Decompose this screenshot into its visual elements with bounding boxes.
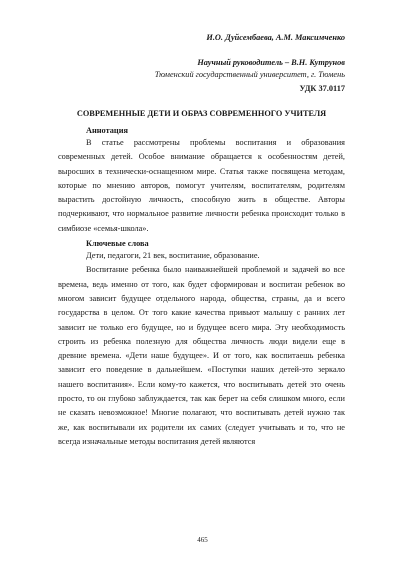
abstract-heading: Аннотация	[86, 126, 128, 135]
university: Тюменский государственный университет, г. Тюмень	[154, 70, 345, 79]
abstract-text: В статье рассмотрены проблемы воспитания и образования современных детей. Особое внимание обращается к особенностям детей, выросших в технически-оснащенном мире. Статья также посвящена методам, которые по мнению авторов, помогут учителям, воспитателям, родителям вырастить достойную личность, способную жить в обществе. Авторы подчеркивают, что нормальное развитие личности ребенка происходит только в симбиозе «семья-школа».	[58, 138, 345, 233]
keywords-text: Дети, педагоги, 21 век, воспитание, образование.	[86, 251, 260, 261]
article-title: СОВРЕМЕННЫЕ ДЕТИ И ОБРАЗ СОВРЕМЕННОГО УЧИТЕЛЯ	[76, 109, 327, 118]
article-page	[58, 32, 345, 449]
page-number: 465	[197, 536, 208, 544]
udk-code: УДК 37.0117	[299, 84, 345, 93]
body-paragraph: Воспитание ребенка было наиважнейшей проблемой и задачей во все времена, ведь именно от того, как будет сформирован и воспитан ребенок во многом зависит будущее отдельного народа, общества, страны, да и всего государства в целом. От того какие качества привьют малышу с ранних лет зависит не только его будущее, но и будущее всего мира. Эту необходимость строить из ребенка полезную для общества личность люди видели еще в древние времена. «Дети наше будущее». И от того, как воспитаешь ребенка зависит его поведение в дальнейшем. «Поступки наших детей-это зеркало нашего воспитания». Если кому-то кажется, что воспитывать детей это очень просто, то он глубоко заблуждается, так как берет на себя слишком много, если не сказать невозможное! Многие полагают, что воспитывать детей нужно так же, как воспитывали их родители их самих (следует учитывать и то, что не всегда изначальные методы воспитания детей являются	[58, 265, 345, 446]
keywords-heading: Ключевые слова	[86, 239, 149, 249]
authors: И.О. Дуйсембаева, А.М. Максимченко	[206, 33, 345, 42]
supervisor: Научный руководитель – В.Н. Кутрунов	[197, 58, 345, 67]
